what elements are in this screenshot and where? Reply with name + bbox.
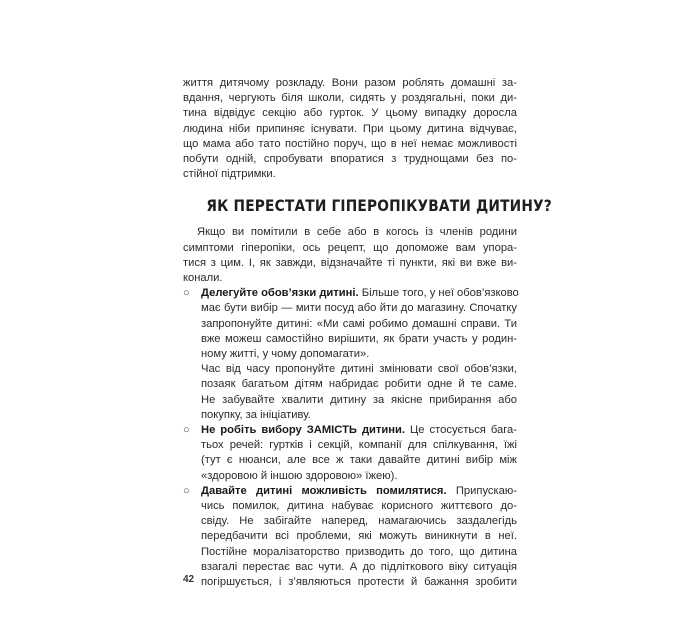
text-line: вже можеш самостійно вирішити, як брати участь у родин- (201, 332, 517, 345)
bullet-circle-icon: ○ (183, 287, 190, 300)
page-number: 42 (183, 574, 195, 585)
text-line: позаяк багатьом дітям набридає робити одне й те саме. (201, 378, 517, 391)
text-line: вдання, чергують біля школи, сидять у роздягальні, поки ди- (183, 92, 517, 105)
text-line: Більше того, у неї обов’язково (358, 287, 519, 300)
text-line: симптоми гіперопіки, ось рецепт, що допоможе вам упора- (183, 241, 517, 254)
text-line: Постійне моралізаторство призводить до того, що дитина (201, 545, 517, 558)
bullet-circle-icon: ○ (183, 424, 190, 437)
bullet-item (183, 423, 517, 484)
bullet-circle-icon: ○ (183, 484, 190, 497)
page-content (183, 76, 552, 590)
text-line: побути одній, спробувати впоратися з труднощами без по- (183, 153, 517, 166)
text-line: (тут є нюанси, але все ж таки давайте дитині вибір між (201, 454, 517, 467)
bullet-title: Давайте дитині можливість помилятися. (201, 484, 447, 497)
text-line: взагалі перестає вас чути. А до підліткового віку ситуація (201, 560, 517, 573)
text-line: тьох речей: гуртків і секцій, компанії для спілкування, їжі (201, 439, 517, 452)
text-line: покупку, за ініціативу. (201, 408, 311, 421)
text-line: тися з цим. І, як завжди, відзначайте ті пункти, які ви вже ви- (183, 256, 517, 269)
text-line: чись помилок, дитина набуває корисного життєвого до- (201, 500, 517, 513)
text-line: запропонуйте дитині: «Ми самі робимо домашні справи. Ти (201, 317, 517, 330)
text-line: Це стосується бага- (405, 424, 518, 437)
bullet-item (183, 484, 517, 590)
bullet-item (183, 286, 517, 423)
text-line: життя дитячому розкладу. Вони разом роблять домашні за- (183, 77, 517, 89)
section-heading: ЯК ПЕРЕСТАТИ ГІПЕРОПІКУВАТИ ДИТИНУ? (206, 196, 552, 216)
text-line: тина відвідує секцію або гурток. У цьому випадку доросла (183, 107, 517, 120)
text-line: передбачити всі проблеми, які можуть виникнути в неї. (201, 530, 517, 543)
text-line: Якщо ви помітили в себе або в когось із членів родини (197, 226, 517, 239)
intro-paragraph (183, 76, 517, 182)
text-line: «здоровою й іншою здоровою» їжею). (201, 469, 398, 482)
text-line: Час від часу пропонуйте дитині змінювати свої обов’язки, (201, 363, 517, 376)
bullet-title: Делегуйте обов’язки дитині. (201, 287, 359, 300)
lead-paragraph (183, 225, 517, 286)
text-line: має бути вибір — мити посуд або йти до магазину. Спочатку (201, 302, 517, 315)
bullet-title: Не робіть вибору ЗАМІСТЬ дитини. (201, 424, 406, 437)
text-line: людина ніби припиняє існувати. При цьому дитина відчуває, (183, 122, 517, 135)
text-line: Припускаю- (446, 484, 517, 497)
text-line: Не забувайте хвалити дитину за якісне прибирання або (201, 393, 517, 406)
text-line: конали. (183, 272, 223, 285)
text-line: погіршується, і з’являються протести й бажання зробити (201, 576, 517, 589)
text-line: що мама або тато постійно поруч, що в неї немає можливості (183, 137, 517, 150)
text-line: ному житті, у чому допомагати». (201, 348, 370, 361)
text-line: свіду. Не забігайте наперед, намагаючись заздалегідь (201, 515, 517, 528)
text-line: стійної підтримки. (183, 168, 276, 181)
